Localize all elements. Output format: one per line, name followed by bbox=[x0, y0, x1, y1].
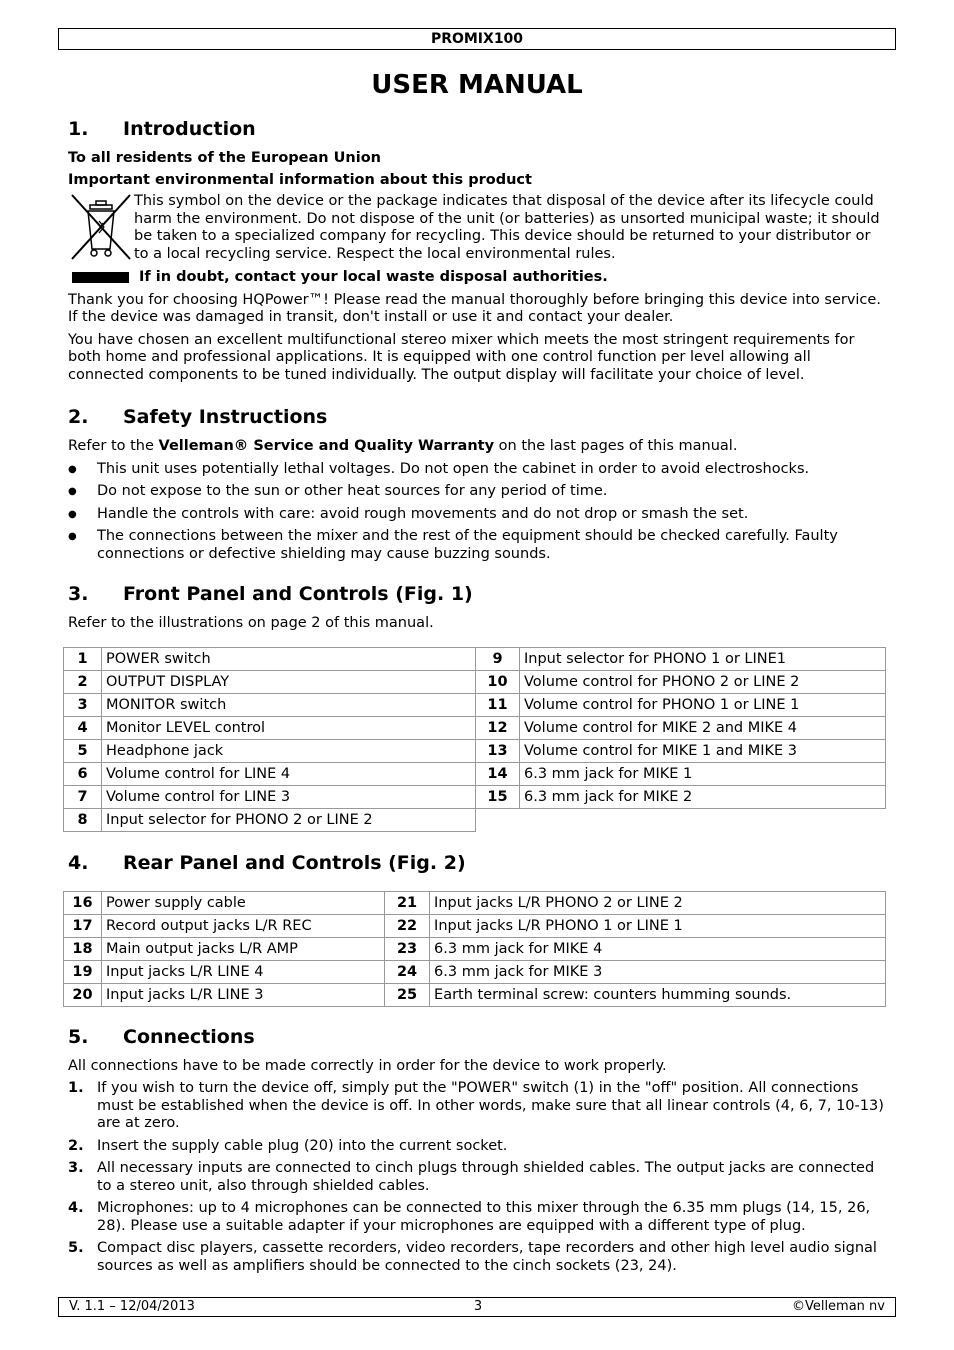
table-row bbox=[64, 785, 476, 808]
item-description: Volume control for PHONO 1 or LINE 1 bbox=[520, 693, 886, 716]
page-title: USER MANUAL bbox=[371, 70, 583, 100]
table-row bbox=[385, 914, 886, 937]
bullet-dot-icon: ● bbox=[68, 508, 77, 520]
section-safety-heading: 2. Safety Instructions bbox=[68, 406, 328, 428]
item-description: MONITOR switch bbox=[102, 693, 476, 716]
item-description: Input selector for PHONO 2 or LINE 2 bbox=[102, 808, 476, 831]
item-description: 6.3 mm jack for MIKE 2 bbox=[520, 785, 886, 808]
item-description: Volume control for MIKE 2 and MIKE 4 bbox=[520, 716, 886, 739]
table-row bbox=[64, 670, 476, 693]
item-number: 6 bbox=[64, 762, 102, 785]
safety-refer-line: Refer to the Velleman® Service and Quality Warranty on the last pages of this manual. bbox=[68, 438, 738, 454]
item-number: 24 bbox=[385, 960, 430, 983]
table-row bbox=[476, 693, 886, 716]
table-row bbox=[385, 983, 886, 1006]
connections-steps bbox=[68, 1080, 888, 1275]
safety-bullet-text: Handle the controls with care: avoid rough movements and do not drop or smash the set. bbox=[97, 505, 749, 522]
step-number: 3. bbox=[68, 1160, 84, 1176]
table-row bbox=[385, 937, 886, 960]
weee-block bbox=[68, 193, 888, 263]
connection-step bbox=[68, 1138, 888, 1156]
item-number: 8 bbox=[64, 808, 102, 831]
item-number: 7 bbox=[64, 785, 102, 808]
safety-bullet-text: Do not expose to the sun or other heat sources for any period of time. bbox=[97, 483, 608, 499]
step-number: 1. bbox=[68, 1080, 84, 1096]
step-number: 2. bbox=[68, 1137, 84, 1154]
item-description: Earth terminal screw: counters humming sounds. bbox=[430, 983, 886, 1006]
connection-step bbox=[68, 1080, 888, 1133]
item-description: POWER switch bbox=[102, 647, 476, 670]
section-connections-heading: 5. Connections bbox=[68, 1025, 255, 1048]
table-row bbox=[64, 739, 476, 762]
item-number: 10 bbox=[476, 670, 520, 693]
item-number: 12 bbox=[476, 716, 520, 739]
item-description: Input jacks L/R LINE 4 bbox=[102, 960, 385, 983]
item-number: 20 bbox=[64, 983, 102, 1006]
table-row bbox=[64, 716, 476, 739]
connection-step bbox=[68, 1160, 888, 1195]
item-description: Record output jacks L/R REC bbox=[102, 914, 385, 937]
front-refer-line: Refer to the illustrations on page 2 of this manual. bbox=[68, 615, 434, 631]
table-row bbox=[476, 670, 886, 693]
rear-panel-table bbox=[63, 891, 886, 1007]
connection-step bbox=[68, 1240, 888, 1275]
bullet-dot-icon: ● bbox=[68, 463, 77, 475]
item-description: Input jacks L/R PHONO 2 or LINE 2 bbox=[430, 891, 886, 914]
connections-intro: All connections have to be made correctly in order for the device to work properly. bbox=[68, 1057, 667, 1074]
front-panel-table-left bbox=[63, 647, 476, 832]
item-number: 18 bbox=[64, 937, 102, 960]
warranty-reference: Velleman® Service and Quality Warranty bbox=[158, 438, 495, 454]
table-row bbox=[476, 716, 886, 739]
item-description: 6.3 mm jack for MIKE 1 bbox=[520, 762, 886, 785]
item-number: 23 bbox=[385, 937, 430, 960]
safety-bullet-item bbox=[68, 506, 888, 524]
section-front-panel-heading: 3. Front Panel and Controls (Fig. 1) bbox=[68, 583, 473, 605]
item-number: 3 bbox=[64, 693, 102, 716]
item-number: 19 bbox=[64, 960, 102, 983]
table-row bbox=[476, 762, 886, 785]
bullet-dot-icon: ● bbox=[68, 531, 77, 542]
table-row bbox=[476, 785, 886, 808]
model-name: PROMIX100 bbox=[430, 31, 524, 47]
item-description: Headphone jack bbox=[102, 739, 476, 762]
item-description: Volume control for LINE 3 bbox=[102, 785, 476, 808]
item-description: Main output jacks L/R AMP bbox=[102, 937, 385, 960]
item-description: OUTPUT DISPLAY bbox=[102, 670, 476, 693]
item-number: 5 bbox=[64, 739, 102, 762]
eu-residents-line: To all residents of the European Union bbox=[68, 150, 381, 166]
step-text: Insert the supply cable plug (20) into the current socket. bbox=[97, 1137, 508, 1154]
table-row bbox=[64, 983, 385, 1006]
manual-content bbox=[68, 116, 888, 1275]
item-number: 2 bbox=[64, 670, 102, 693]
table-row bbox=[64, 647, 476, 670]
step-text: Microphones: up to 4 microphones can be connected to this mixer through the 6.35 mm plugs (14, 15, 26, 28). Please use a suitable adapter if your microphones are equipped with a different type of plug. bbox=[97, 1200, 871, 1234]
step-number: 5. bbox=[68, 1240, 84, 1256]
table-row bbox=[64, 914, 385, 937]
intro-paragraph-1: Thank you for choosing HQPower™! Please read the manual thoroughly before bringing this device into service. If the device was damaged in transit, don't install or use it and contact your dealer. bbox=[68, 291, 881, 325]
section-introduction-heading: 1. Introduction bbox=[68, 118, 256, 140]
intro-paragraph-2: You have chosen an excellent multifunctional stereo mixer which meets the most stringent requirements for both home and professional applications. It is equipped with one control function per level allowing all connected components to be tuned individually. The output display will facilitate your choice of level. bbox=[68, 331, 855, 383]
black-bar-icon bbox=[72, 272, 129, 283]
environmental-info-line: Important environmental information about this product bbox=[68, 171, 532, 188]
rear-panel-table-right bbox=[384, 891, 886, 1007]
safety-bullet-item bbox=[68, 483, 888, 501]
table-row bbox=[476, 739, 886, 762]
item-description: Volume control for MIKE 1 and MIKE 3 bbox=[520, 739, 886, 762]
table-row bbox=[64, 960, 385, 983]
page-footer bbox=[58, 1297, 896, 1317]
item-description: 6.3 mm jack for MIKE 4 bbox=[430, 937, 886, 960]
copyright: ©Velleman nv bbox=[791, 1299, 885, 1314]
item-description: Input jacks L/R LINE 3 bbox=[102, 983, 385, 1006]
safety-bullet-item bbox=[68, 461, 888, 479]
item-description: Input jacks L/R PHONO 1 or LINE 1 bbox=[430, 914, 886, 937]
table-row bbox=[385, 960, 886, 983]
section-rear-panel-heading: 4. Rear Panel and Controls (Fig. 2) bbox=[68, 851, 466, 874]
crossed-out-bin-icon bbox=[68, 193, 134, 263]
table-row bbox=[64, 891, 385, 914]
item-number: 16 bbox=[64, 891, 102, 914]
table-row bbox=[64, 937, 385, 960]
front-panel-table-right bbox=[475, 647, 886, 809]
item-number: 14 bbox=[476, 762, 520, 785]
item-number: 1 bbox=[64, 647, 102, 670]
item-number: 9 bbox=[476, 647, 520, 670]
step-number: 4. bbox=[68, 1200, 84, 1216]
waste-disposal-note: If in doubt, contact your local waste disposal authorities. bbox=[68, 269, 888, 287]
item-description: Input selector for PHONO 1 or LINE1 bbox=[520, 647, 886, 670]
table-row bbox=[385, 891, 886, 914]
safety-bullet-item bbox=[68, 528, 888, 563]
item-number: 17 bbox=[64, 914, 102, 937]
item-number: 11 bbox=[476, 693, 520, 716]
item-description: Power supply cable bbox=[102, 891, 385, 914]
step-text: If you wish to turn the device off, simply put the "POWER" switch (1) in the "off" position. All connections must be established when the device is off. In other words, make sure that all linear controls (4, 6, 7, 10-13) are at zero. bbox=[97, 1080, 884, 1131]
table-row bbox=[64, 693, 476, 716]
item-number: 4 bbox=[64, 716, 102, 739]
safety-bullet-text: The connections between the mixer and the rest of the equipment should be checked carefully. Faulty connections or defective shielding may cause buzzing sounds. bbox=[97, 528, 838, 562]
weee-text: This symbol on the device or the package indicates that disposal of the device after its lifecycle could harm the environment. Do not dispose of the unit (or batteries) as unsorted municipal waste; it should be taken to a specialized company for recycling. This device should be returned to your distributor or to a local recycling service. Respect the local environmental rules. bbox=[134, 193, 880, 262]
step-text: All necessary inputs are connected to cinch plugs through shielded cables. The output jacks are connected to a stereo unit, also through shielded cables. bbox=[97, 1160, 875, 1194]
item-number: 25 bbox=[385, 983, 430, 1006]
front-panel-table bbox=[63, 647, 886, 832]
item-description: Volume control for LINE 4 bbox=[102, 762, 476, 785]
page-header bbox=[58, 28, 896, 50]
version-date: V. 1.1 – 12/04/2013 bbox=[69, 1299, 195, 1314]
bullet-dot-icon: ● bbox=[68, 486, 77, 497]
item-description: Monitor LEVEL control bbox=[102, 716, 476, 739]
table-row bbox=[64, 762, 476, 785]
connection-step bbox=[68, 1200, 888, 1235]
item-description: 6.3 mm jack for MIKE 3 bbox=[430, 960, 886, 983]
safety-list bbox=[68, 461, 888, 564]
item-description: Volume control for PHONO 2 or LINE 2 bbox=[520, 670, 886, 693]
item-number: 15 bbox=[476, 785, 520, 808]
table-row bbox=[476, 647, 886, 670]
table-row bbox=[64, 808, 476, 831]
item-number: 13 bbox=[476, 739, 520, 762]
rear-panel-table-left bbox=[63, 891, 385, 1007]
item-number: 22 bbox=[385, 914, 430, 937]
step-text: Compact disc players, cassette recorders, video recorders, tape recorders and other high level audio signal sources as well as amplifiers should be connected to the cinch sockets (23, 24). bbox=[97, 1240, 877, 1274]
page-number: 3 bbox=[473, 1299, 483, 1314]
safety-bullet-text: This unit uses potentially lethal voltages. Do not open the cabinet in order to avoid electroshocks. bbox=[97, 460, 810, 477]
item-number: 21 bbox=[385, 891, 430, 914]
